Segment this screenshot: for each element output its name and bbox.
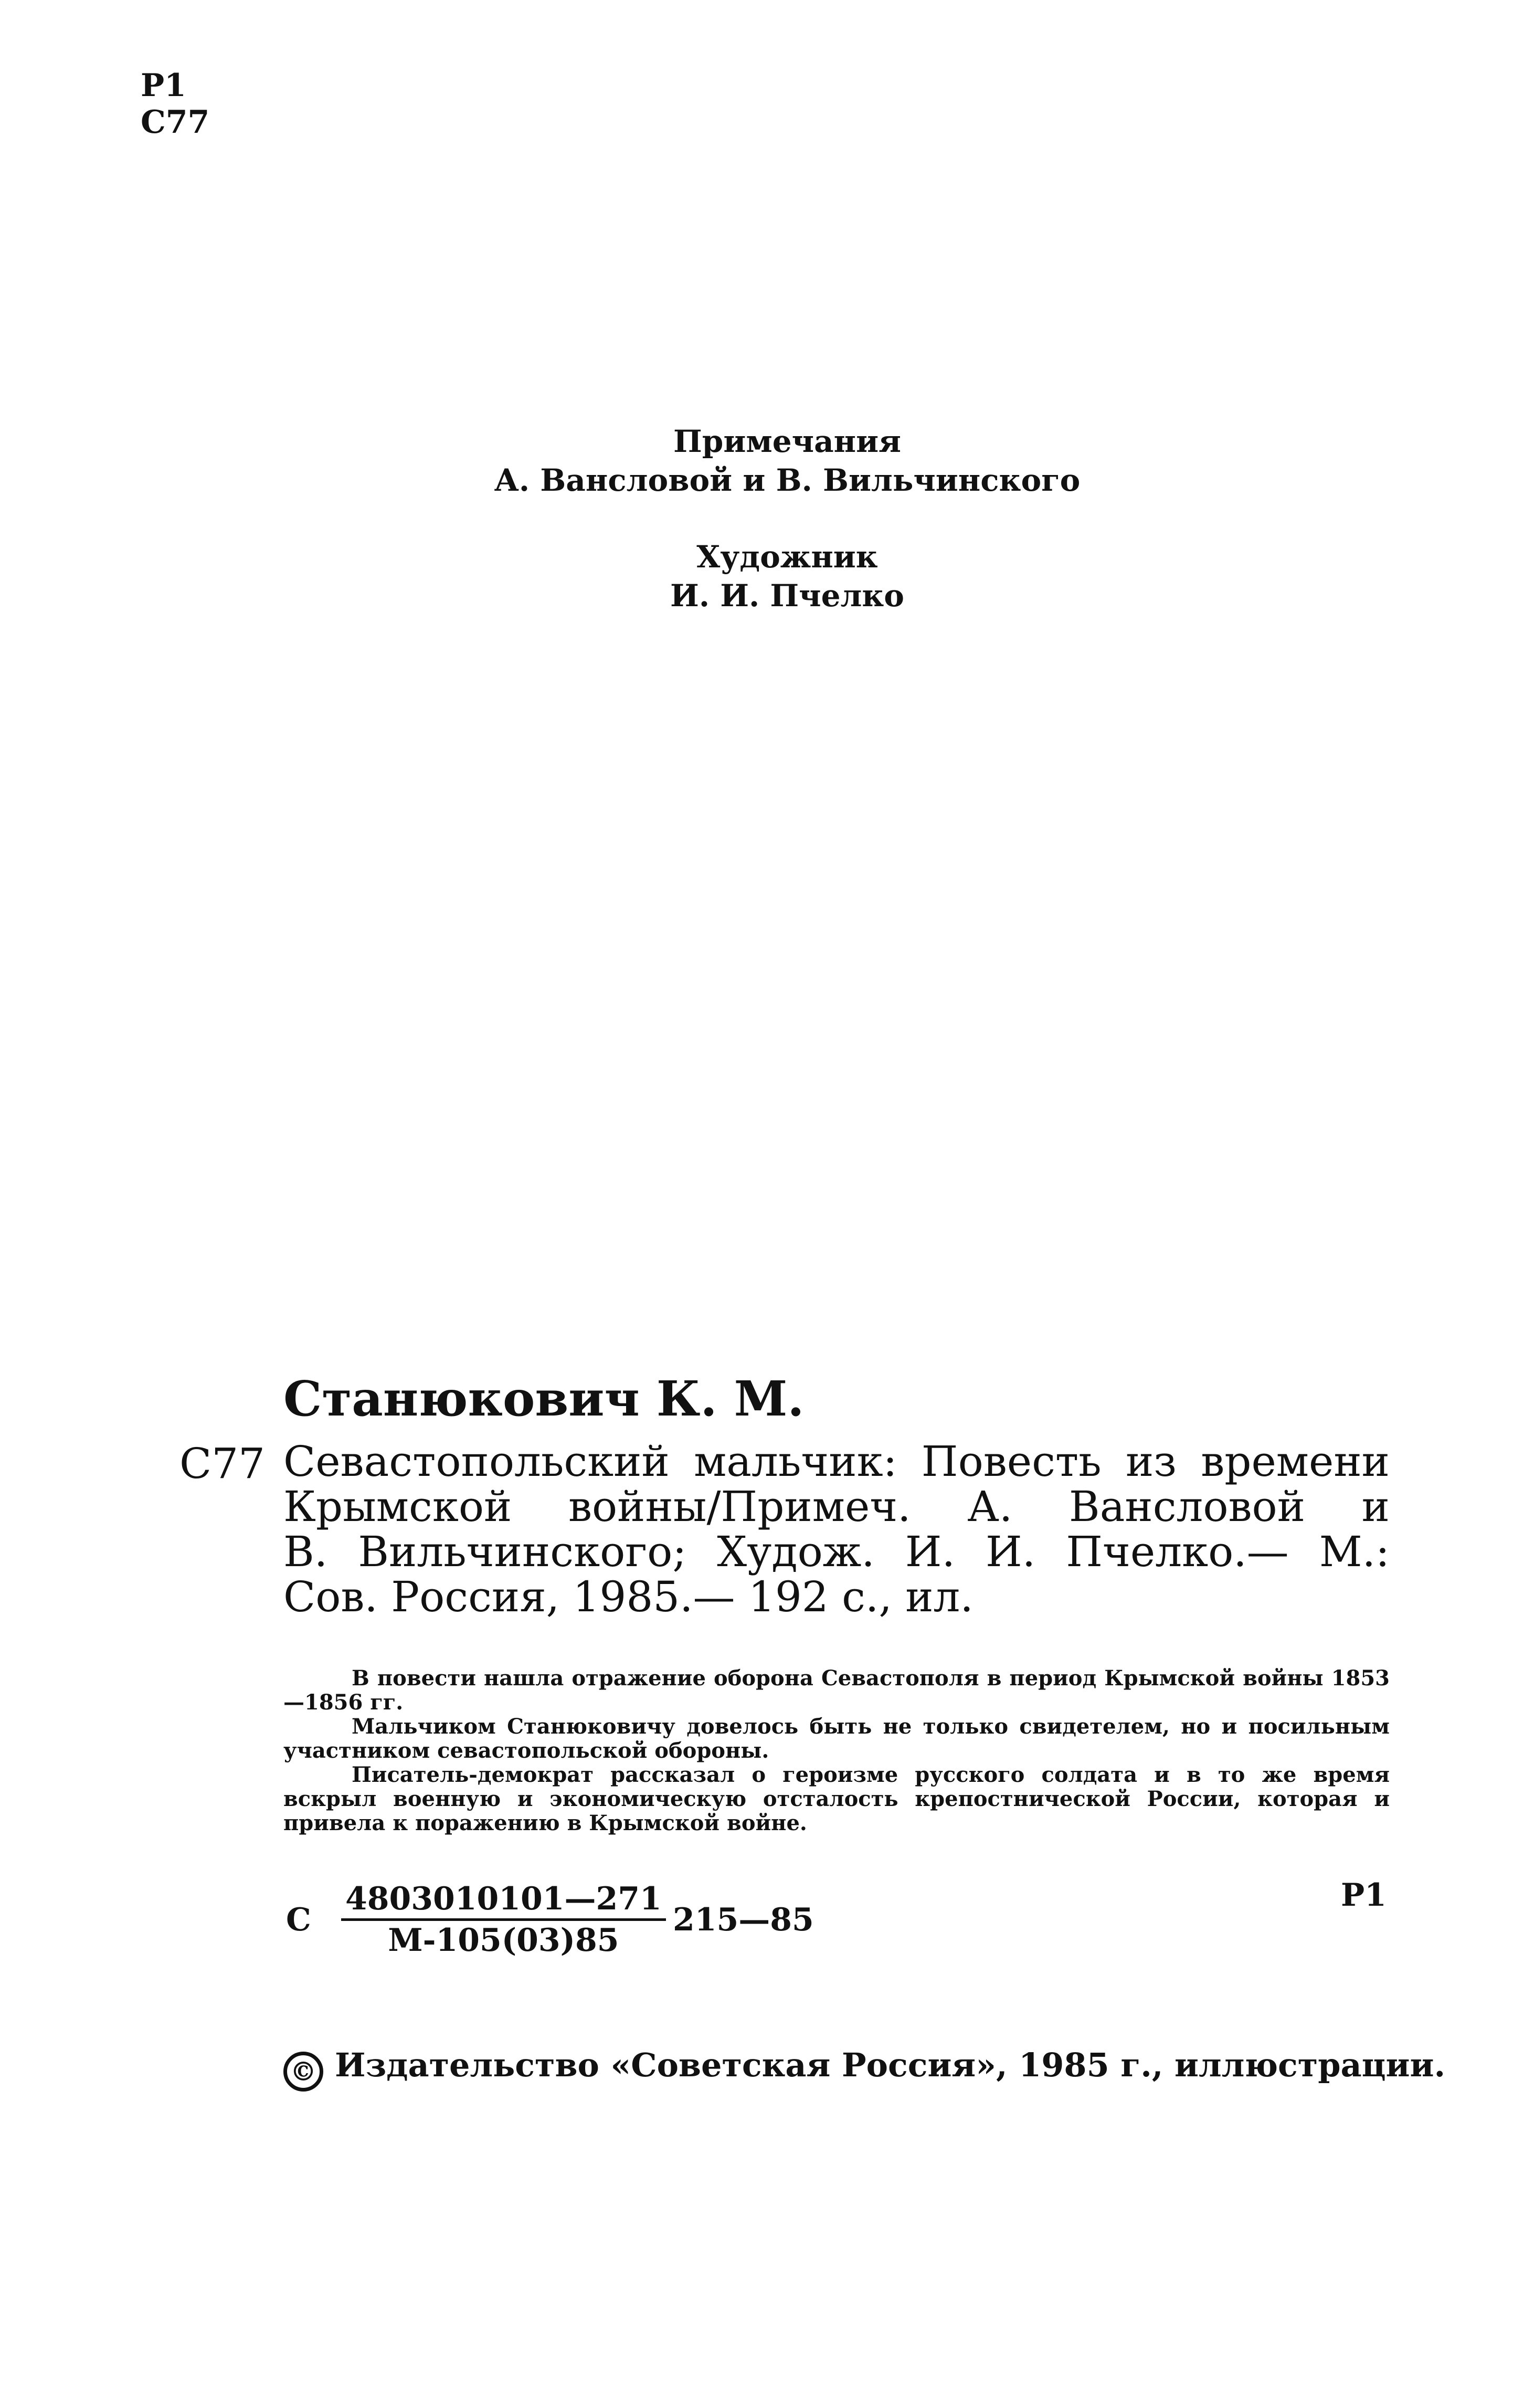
copyright-text: Издательство «Советская Россия», 1985 г., иллюстрации. — [335, 2046, 1446, 2084]
card-author: Станюкович К. М. — [283, 1370, 805, 1427]
notes-authors: А. Вансловой и В. Вильчинского — [494, 462, 1081, 498]
description-line: Крымской войны/Примеч. А. Вансловой и — [283, 1482, 1390, 1531]
notes-label: Примечания — [673, 424, 901, 459]
annotation — [283, 1666, 1390, 1835]
description-line: В. Вильчинского; Худож. И. И. Пчелко.— М.: — [283, 1527, 1390, 1576]
artist-name: И. И. Пчелко — [670, 578, 904, 614]
index-letter: С — [286, 1902, 311, 1938]
artist-label: Художник — [696, 539, 878, 575]
classification-code-line-2: С77 — [141, 104, 210, 141]
index-fraction — [341, 1882, 666, 1958]
classification-code-line-1: Р1 — [141, 67, 186, 104]
copyright-icon: © — [283, 2052, 323, 2092]
index-number: 215—85 — [673, 1902, 814, 1938]
description-line: Севастопольский мальчик: Повесть из времени — [283, 1437, 1390, 1486]
description-line: Сов. Россия, 1985.— 192 с., ил. — [283, 1572, 974, 1621]
bibliographic-description — [283, 1439, 1390, 1620]
index-denominator: М-105(03)85 — [388, 1922, 619, 1959]
annotation-paragraph: В повести нашла отражение оборона Севастополя в период Крымской войны 1853—1856 гг. — [283, 1666, 1390, 1715]
index-numerator: 4803010101—271 — [341, 1882, 666, 1921]
annotation-paragraph: Писатель-демократ рассказал о героизме русского солдата и в то же время вскрыл военную и экономическую отсталость крепостнической России, которая и привела к поражению в Крымской войне. — [283, 1762, 1390, 1835]
copyright-line — [283, 2047, 1445, 2092]
card-code: С77 — [179, 1439, 266, 1488]
index-classification: Р1 — [1341, 1877, 1387, 1914]
annotation-paragraph: Мальчиком Станюковичу довелось быть не только свидетелем, но и посильным участником севастопольской обороны. — [283, 1714, 1390, 1763]
